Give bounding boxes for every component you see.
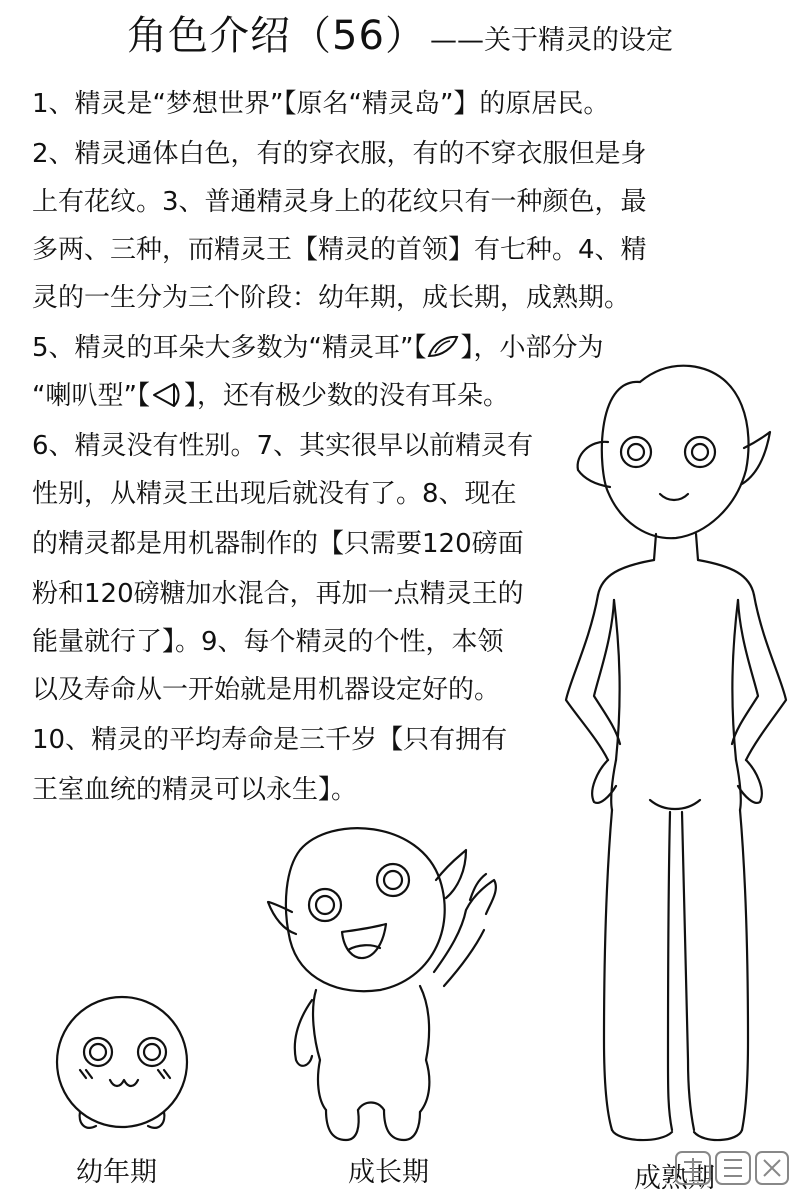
text-line-4: 多两、三种，而精灵王【精灵的首领】有七种。4、精: [32, 235, 647, 265]
title-subtitle: ——关于精灵的设定: [429, 25, 673, 56]
text-line-5: 灵的一生分为三个阶段：幼年期，成长期，成熟期。: [32, 283, 631, 313]
trumpet-text-after: 】，还有极少数的没有耳朵。: [183, 381, 509, 411]
watermark-logo: [672, 1144, 792, 1192]
baby-elf-figure: [57, 997, 187, 1128]
text-line-3: 上有花纹。3、普通精灵身上的花纹只有一种颜色，最: [32, 187, 647, 217]
text-line-2: 2、精灵通体白色，有的穿衣服，有的不穿衣服但是身: [32, 139, 647, 169]
stage-label-growing: 成长期: [348, 1157, 429, 1188]
text-line-6: 6、精灵没有性别。7、其实很早以前精灵有: [32, 431, 534, 461]
stage-label-mature: 成熟期: [634, 1163, 715, 1194]
text-line-7: 性别，从精灵王出现后就没有了。8、现在: [32, 479, 517, 509]
ears-text-after: 】，小部分为: [460, 333, 604, 363]
title-main: 角色介绍（56）: [127, 13, 426, 59]
ears-text-before: 5、精灵的耳朵大多数为“精灵耳”【: [32, 333, 427, 363]
text-line-10: 能量就行了】。9、每个精灵的个性，本领: [32, 627, 504, 657]
text-line-13: 王室血统的精灵可以永生】。: [32, 775, 358, 805]
stage-label-baby: 幼年期: [76, 1157, 157, 1188]
text-line-1: 1、精灵是“梦想世界”【原名“精灵岛”】的原居民。: [32, 89, 610, 119]
text-line-9: 粉和120磅糖加水混合，再加一点精灵王的: [32, 579, 524, 609]
text-line-11: 以及寿命从一开始就是用机器设定好的。: [32, 675, 501, 705]
growing-elf-figure: [268, 828, 496, 1140]
text-line-8: 的精灵都是用机器制作的【只需要120磅面: [32, 529, 524, 559]
mature-elf-figure: [566, 366, 786, 1140]
text-line-12: 10、精灵的平均寿命是三千岁【只有拥有: [32, 725, 508, 755]
trumpet-text-before: “喇叭型”【: [32, 381, 150, 411]
